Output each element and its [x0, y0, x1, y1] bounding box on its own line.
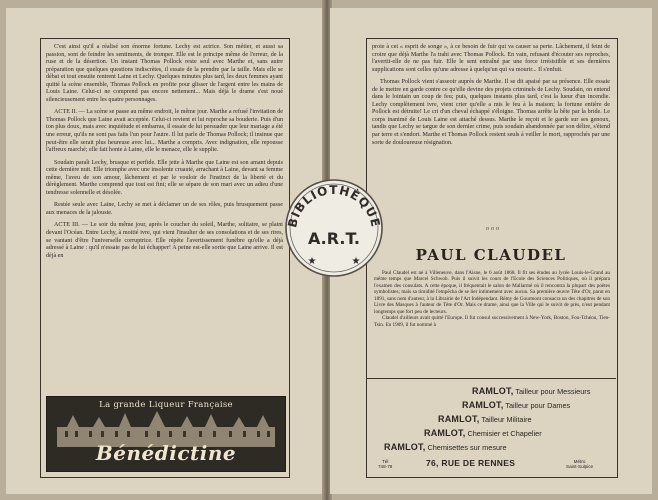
ad-line: RAMLOT, Tailleur Militaire [438, 414, 532, 424]
star-icon: ★ [351, 256, 361, 267]
star-icon: ★ [307, 256, 317, 267]
ad-banner-text: La grande Liqueur Française [99, 400, 233, 410]
benedictine-advertisement [46, 396, 286, 472]
metro-station: Métro Saint-Sulpice [566, 459, 594, 469]
paragraph: Paul Claudel est né à Villeneuve, dans l'Aisne, le 6 août 1868. Il fit ses études au lycée Louis-le-Grand au même temps que Marcel Schwob. Puis il suivit les cours de l'Ecole des Sciences Politiques, où il prépara l'examen des consulats. A cette époque, il fréquentait le salon de Mallarmé où il rencontra la plupart des poètes symbolistes; mais sa timidité l'empêcha de se lier intimement avec aucun. Sa première œuvre Tête d'Or, parut en 1891, sans nom d'auteur, à la Librairie de l'Art Indépendant. Rémy de Gourmont consacra un des chapitres de son Livre des Masques à l'auteur de Tête d'Or. Mais ce drame, ainsi que la Ville qui le suivit de près, n'eut pendant longtemps que fort peu de lecteurs. [374, 270, 610, 315]
ad-line: RAMLOT, Chemisier et Chapelier [424, 428, 542, 438]
ad-line: RAMLOT, Tailleur pour Dames [462, 400, 571, 410]
ad-line: RAMLOT, Chemisettes sur mesure [384, 442, 507, 452]
paragraph: Claudel d'ailleurs avait quitté l'Europe. Il fut consul successivement à New-York, Boston, Fou-Tchéou, Tien-Tsin. En 1909, il fut nommé à [374, 315, 610, 328]
section-heading: PAUL CLAUDEL [415, 246, 567, 264]
paragraph: ACTE III. — Le soir du même jour, après le coucher du soleil, Marthe, solitaire, se plaint devant l'Océan. Entre Lechy, à moitié ivre, qui vient l'insulter de ses consolations et de ses rires, se vantant d'être l'universelle corruptrice. Elle répète l'avertissement funèbre qu'elle a déjà adressé à Laine : qu'il n'essaie pas de lui échapper! A peine est-elle sortie que Laine arrive. Il est déjà en [46, 222, 283, 259]
stamp-arc-text: BIBLIOTHÈQUE [285, 182, 383, 229]
paragraph: ACTE II. — La scène se passe au même endroit, le même jour. Marthe a refusé l'invitation de Thomas Pollock que Laine avait acceptée. Celui-ci revient et lui reproche sa bouderie. Puis d'un ton plus doux, mais avec inquiétude et embarras, il essaie de lui persuader que leur mariage a été une erreur, qu'ils ne sont pas faits l'un pour l'autre. Il lui parle de Thomas Pollock; il insinue que peut-être elle serait plus heureuse avec lui... Marthe a compris. Avec indignation, elle repousse l'affreux marché; elle fait honte à Laine, elle le menace, elle le supplie. [46, 109, 283, 154]
right-page-text [372, 44, 610, 147]
paragraph: Soudain paraît Lechy, brusque et perfide. Elle jette à Marthe que Laine est son amant depuis cette dernière nuit. Elle triomphe avec une insolente cruauté, arrachant à Laine, devant sa femme même, l'aveu de son amour, lâchement et par le vouloir de l'instinct de la liberté et du dérèglement. Marthe comprend que tout est fini; elle se sépare de son mari avec un adieu d'une tendresse solennelle et désolée. [46, 159, 283, 196]
library-stamp-icon [282, 176, 386, 280]
address-text: 76, RUE DE RENNES [426, 458, 516, 468]
ad-brand-name: Bénédictine [95, 441, 237, 465]
paragraph: Thomas Pollock vient s'asseoir auprès de Marthe. Il se dit apaisé par sa présence. Elle essaie de le mettre en garde contre ce qu'elle devine des projets criminels de Lechy. Soudain, on entend dans le lointain un coup de feu; puis, quelques instants plus tard, c'est la lueur d'un incendie. Lechy complètement ivre, vient crier qu'elle a mis le feu à la maison; la fortune entière de Pollock est détruite! Le cri d'un cheval échappé s'éloigne. Thomas arrête la bête par la bride. Le corps inanimé de Louis Laine est attaché dessus. Marthe le reçoit et le garde sur ses genoux, tandis que Lechy se targue de son dernier crime, puis soudain abandonnée par son délire, s'étend par terre et s'endort. Marthe et Thomas Pollock restent seuls à veiller le mort, rapprochés par une sorte de douloureuse résignation. [372, 79, 610, 146]
left-page-text [46, 44, 283, 260]
paragraph: proie à cet « esprit de songe », à ce besoin de fuir qui va causer sa perte. Lâchement, il feint de croire que déjà Marthe l'a trahi avec Thomas Pollock. En vain, refusant d'écouter ses reproches, l'avertit-elle de ne pas fuir. Elle le sent entraîné par une force irrésistible et ses dernières supplications sont celles qu'une adresse à quelqu'un qui va mourir... Il s'enfuit. [372, 44, 610, 73]
stamp-center-text: A.R.T. [307, 229, 361, 248]
biography-text [374, 270, 610, 328]
paragraph: Restée seule avec Laine, Lechy se met à déclamer un de ses rôles, puis brusquement passe aux menaces de la jalousie. [46, 202, 283, 216]
paragraph: C'est ainsi qu'il a réalisé son énorme fortune. Lechy est actrice. Son métier, et aussi sa passion, sont de feindre les sentiments, de tromper. Elle est le principe même de l'erreur, de la ruse et de la désertion. Un instant Thomas Pollock reste seul avec Marthe et, sans autre préparation que quelques questions indiscrètes, il essaie de la prendre par la taille. Mais elle se débat et tout ensuite rentrent Laine et Lechy. Quelques minutes plus tard, les deux femmes ayant quitté la scène ensemble, Thomas Pollock en profite pour glisser de l'argent entre les mains de Louis Laine. Celui-ci ne comprend pas encore nettement... Mais déjà le drame s'est noué silencieusement entre les quatre personnages. [46, 44, 283, 103]
telephone-number: Tél 748-78 [378, 459, 393, 469]
ad-line: RAMLOT, Tailleur pour Messieurs [472, 386, 591, 396]
left-page [6, 8, 324, 494]
section-divider: ooo [486, 226, 501, 232]
horizontal-rule [366, 378, 616, 379]
